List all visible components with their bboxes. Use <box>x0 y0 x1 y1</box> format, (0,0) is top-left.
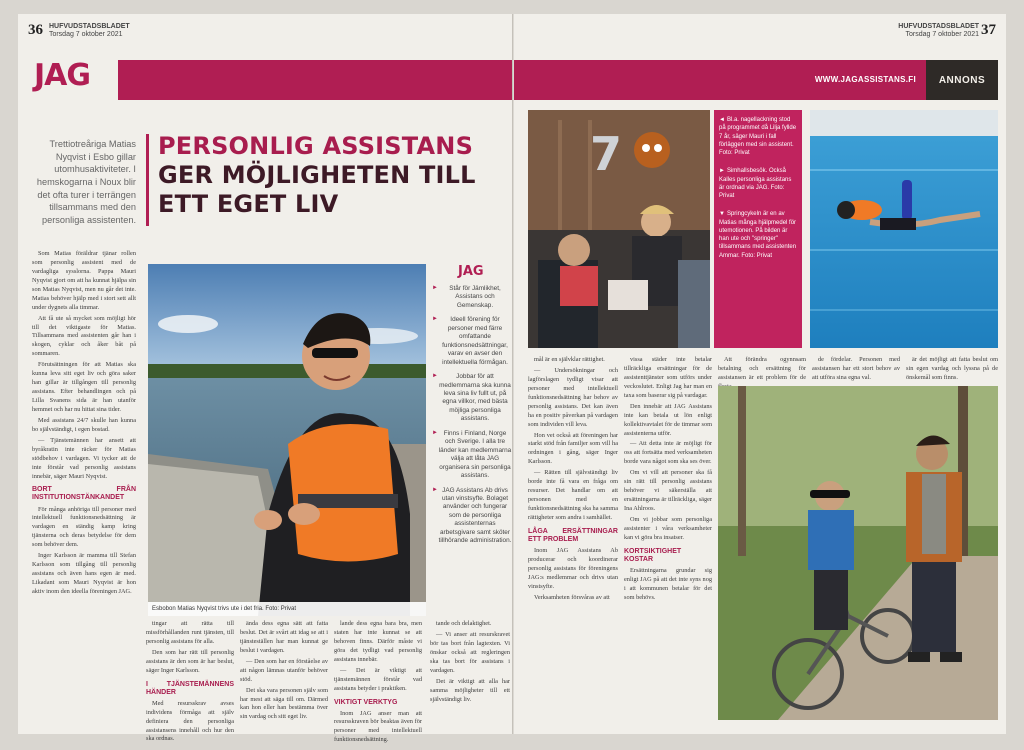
paragraph: Ersättningarna grundar sig enligt JAG på att det inte syns nog i att kommunen betalar för det som behövs. <box>624 566 712 601</box>
fact-box <box>432 264 512 564</box>
paragraph: ända dess egna sätt att fatta beslut. Det är svårt att idag se att i tjänsteställen har man kunnat ge beslut i vardagen. <box>240 620 328 654</box>
svg-text:7: 7 <box>590 127 623 181</box>
body-column-1 <box>32 250 136 720</box>
paragraph: För många anhöriga till personer med intellektuell funktionsnedsättning är vardagen en ständig kamp kring tjänsterna och deras betydelse för dem som behöver dem. <box>32 505 136 549</box>
body-column-4 <box>812 356 900 384</box>
paragraph: Att få ute så mycket som möjligt hör till det viktigaste för Matias. Tillsammans med assistenten går han i skogen, cyklar och åker båt på sommaren. <box>32 314 136 358</box>
right-page <box>514 14 1006 734</box>
paragraph: — Tjänstemännen har ansett att byråkratin inte räcker för Matias stödbehov i vardagen. Vi tycker att de inte förstår vad personlig assistans innebär, säger Mauri Nyqvist. <box>32 436 136 480</box>
paragraph: — Undersökningar och lagförslagen tydligt visar att personer med intellektuell funktionsnedsättning har behov av personlig assistans. Det kan även ha en positiv påverkan på vardagen som individen vill leva. <box>528 366 618 428</box>
headline-rule <box>146 134 149 226</box>
paragraph: Med assistans 24/7 skulle han kunna bo självständigt, i egen bostad. <box>32 416 136 433</box>
body-column-3 <box>718 356 806 384</box>
paragraph: — Den som har en förståelse av att någon lämnas utanför behöver stöd. <box>240 657 328 683</box>
arrow-icon: ▼ <box>719 211 725 218</box>
paragraph: Att förändra ogynnsam betalning och ersättning för assistansen är ett problem för de <box>718 356 806 381</box>
body-column-3 <box>240 620 328 726</box>
jag-logo: JAG <box>34 58 91 93</box>
paragraph: är det möjligt att fatta beslut om sin egen vardag och lyssna på de önskemål som finns. <box>906 356 998 381</box>
fact-item: ► Ideell förening för personer med färre omfattande funktionsnedsättningar, varav en avser den intellektuella förmågan. <box>432 316 508 366</box>
paragraph: Förutsättningen för att Matias ska kunna leva sitt eget liv och göra saker han gillar är tillgången till personlig assistans. Efter behandlingen och på Lilla Svanens sida är han utanför hemmet och har nu hittat sina tider. <box>32 361 136 413</box>
brand-band-left <box>118 60 514 100</box>
boat-photo-illustration <box>148 264 426 616</box>
subheading: LÅGA ERSÄTTNINGAR ETT PROBLEM <box>528 527 618 543</box>
arrow-icon: ► <box>432 316 438 323</box>
fact-item: ► Jobbar för att medlemmarna ska kunna leva sina liv fullt ut, på egna villkor, med bästa möjliga personliga assistans. <box>432 373 511 423</box>
fact-item: ► Står för Jämlikhet, Assistans och Gemenskap. <box>432 285 501 309</box>
arrow-icon: ► <box>719 168 725 175</box>
page-number: 37 <box>981 22 996 38</box>
headline-line-2: GER MÖJLIGHETEN TILL <box>158 160 476 189</box>
subheading: VIKTIGT VERKTYG <box>334 698 398 706</box>
paragraph: mål är en självklar rättighet. <box>534 356 605 363</box>
subheading: BORT FRÅN INSTITUTIONSTÄNKANDET <box>32 486 136 502</box>
arrow-icon: ► <box>432 373 438 380</box>
paragraph: — Det är viktigt att tjänstemännen förstår vad assistans betyder i praktiken. <box>334 666 422 692</box>
body-column-2 <box>146 620 234 743</box>
body-column-4 <box>334 620 422 744</box>
caption-party: ◄ Bl.a. nagellackning stod på programmet då Lilja fyllde 7 år, säger Mauri i fall förläggen med sin assistent. Foto: Privat <box>719 117 797 157</box>
intro-text: Trettiotreåriga Matias Nyqvist i Esbo gillar utomhusaktiviteter. I hemskogarna i Noux blir det ofta turer i terrängen tillsammans med den personliga assistenten. <box>36 139 136 226</box>
party-photo-illustration <box>528 110 710 348</box>
bike-photo <box>718 386 998 720</box>
paragraph: Det är viktigt att alla har samma möjligheter till ett självständigt liv. <box>430 677 510 703</box>
paragraph: Om vi vill att personer ska få sin rätt till personlig assistans behöver vi säkerställa att ersättningarna är tillräckliga, säger Ina Ahlroos. <box>624 469 712 512</box>
paragraph: Den innebär att JAG Assistans inte kan betala ut lön enligt kollektivavtalet för de timmar som assistenterna utför. <box>624 402 712 437</box>
headline <box>158 132 508 218</box>
headline-line-3: ETT EGET LIV <box>158 189 339 218</box>
paragraph: Som Matias föräldrar tjänar rollen som personlig assistent med de vardagliga sysslorna. Pappa Mauri Nyqvist gjort om att ha kunnat hjälpa sin son Matias Nyqvist, men nu går det inte. Matias behöver hjälp med i stort sett allt under dygnets alla timmar. <box>32 250 136 311</box>
caption-bike: ▼ Springcykeln är en av Matias många hjälpmedel för utemotionen. På bilden är han ute och "springer" tillsammans med assistenten Ammar. Foto: Privat <box>719 211 797 259</box>
paragraph: — Att detta inte är möjligt för oss att fortsätta med verksamheten borde vara något som ska ses över. <box>624 440 712 466</box>
factbox-logo: JAG <box>458 264 484 279</box>
publication-name: HUFVUDSTADSBLADET <box>898 22 980 30</box>
paragraph: Verksamheten försvåras av att <box>534 593 610 601</box>
folio-left <box>28 22 130 39</box>
arrow-icon: ◄ <box>719 117 725 123</box>
boat-photo <box>148 264 426 616</box>
paragraph: — Rätten till självständigt liv borde inte få vara en fråga om resurser. Det handlar om att personen med en funktionsnedsättning ska ha samma rättigheter som andra i samhället. <box>528 469 618 521</box>
fact-item: ► Finns i Finland, Norge och Sverige. I alla tre länder kan medlemmarna välja att låta JAG organisera sin personliga assistans. <box>432 429 512 480</box>
paragraph: Hon vet också att föreningen har starkt stöd från familjer som vill ha ordningen i gång, säger Inger Karlsson. <box>528 431 618 466</box>
paragraph: tingar att rätta till missförhållanden runt tjänsten, till personlig assistans för alla. <box>146 620 234 645</box>
paragraph: Det ska vara personen själv som har mest att säga till om. Därmed kan hon eller han bestämma över sin vardag och sitt eget liv. <box>240 686 328 721</box>
body-column-2 <box>624 356 712 722</box>
paragraph: Med resursskrav avses individens förmåga att själv definiera den personliga assistansens innehåll och hur den ska ordnas. <box>146 699 234 743</box>
bike-photo-illustration <box>718 386 998 720</box>
paragraph: — Vi anser att resurskravet bör tas bort från lagtexten. Vi önskar också att regleringen ska tas bort för assistans i vardagen. <box>430 630 510 674</box>
paragraph: Inom JAG anser man att resursskraven bör beaktas även för personer med intellektuell funktionsnedsättning. <box>334 709 422 744</box>
arrow-icon: ► <box>432 285 438 291</box>
boat-photo-caption: Esbobon Matias Nyqvist trivs ute i det fria. Foto: Privat <box>148 602 426 616</box>
paragraph: de fördelar. Personen med assistansen har ett stort behov av att utföra sina egna val. <box>812 356 900 381</box>
annons-tag: ANNONS <box>926 60 998 100</box>
left-page <box>18 14 514 744</box>
headline-line-1: PERSONLIG ASSISTANS <box>158 132 474 160</box>
publication-name: HUFVUDSTADSBLADET <box>48 22 130 30</box>
website-link[interactable]: WWW.JAGASSISTANS.FI <box>814 75 916 84</box>
paragraph: tande och delaktighet. <box>436 620 492 627</box>
paragraph: Inger Karlsson är mamma till Stefan Karlsson som tillgång till personlig assistans och även hans egen är med. Likadant som Mauri Nyqvist är hon aktiv inom den ideella föreningen JAG. <box>32 552 136 595</box>
page-number: 36 <box>28 22 43 38</box>
arrow-icon: ► <box>432 486 438 493</box>
party-photo <box>528 110 710 348</box>
body-column-5 <box>906 356 998 384</box>
photo-captions <box>714 110 802 348</box>
subheading: I TJÄNSTEMÄNNENS HÄNDER <box>146 680 234 696</box>
pool-photo-illustration <box>810 110 998 348</box>
issue-date: Torsdag 7 oktober 2021 <box>48 30 123 38</box>
paragraph: Inom JAG Assistans Ab producerar och koordinerar personlig assistans för föreningens JAG:s medlemmar och drivs utan vinstsyfte. <box>528 546 618 590</box>
pool-photo <box>810 110 998 348</box>
body-column-1 <box>528 356 618 722</box>
body-column-5 <box>430 620 510 726</box>
paragraph: lande dess egna bara bra, men staten har inte kunnat se att behoven finns. Därför måste vi göra det tydligt vad personlig assistans innebär. <box>334 620 422 663</box>
caption-pool: ► Simhallsbesök. Också Kalles personliga assistans är ordnad via JAG. Foto: Privat <box>719 168 792 200</box>
subheading: KORTSIKTIGHET KOSTAR <box>624 547 682 563</box>
paragraph: Om vi jobbar som personliga assistenter i våra verksamheter kan vi göra bra insatser. <box>624 515 712 541</box>
folio-right <box>898 22 1000 39</box>
issue-date: Torsdag 7 oktober 2021 <box>905 30 980 38</box>
paragraph: vissa städer inte betalar tillräckliga ersättningar för de assistenttjänster som utförs under veckoslutet. Enligt Jag har man en taxa som baserar sig på vardagar. <box>624 356 712 399</box>
arrow-icon: ► <box>432 429 438 436</box>
paragraph: Den som har rätt till personlig assistans är den som är har beslut, säger Inger Karlsson. <box>146 648 234 674</box>
fact-item: ► JAG Assistans Ab drivs utan vinstsyfte. Bolaget använder och fungerar som de personliga assistenternas arbetsgivare samt sköter tillhörande administration. <box>432 486 512 545</box>
